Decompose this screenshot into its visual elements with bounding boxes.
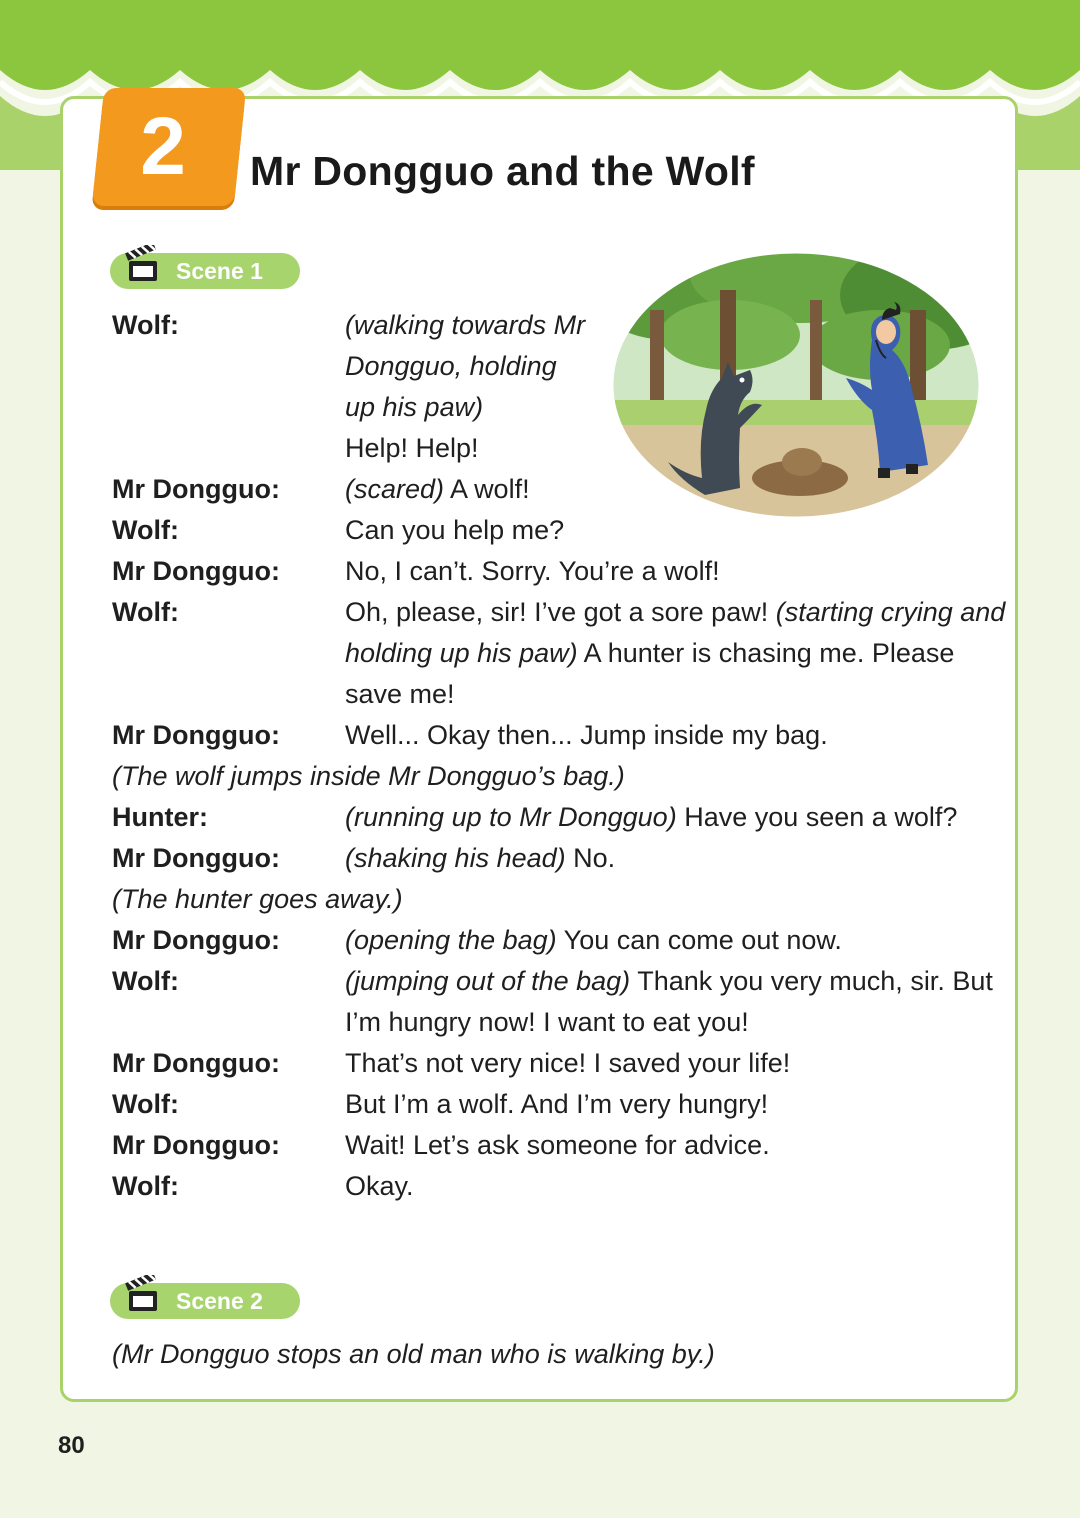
speech — [345, 797, 1012, 838]
speaker — [112, 428, 345, 469]
dialogue-line — [112, 715, 1012, 756]
dialogue-line — [112, 1084, 1012, 1125]
speech: Okay. — [345, 1171, 414, 1201]
stage-direction: (The hunter goes away.) — [112, 884, 403, 914]
speech: Wait! Let’s ask someone for advice. — [345, 1130, 770, 1160]
stage-direction: (walking towards Mr Dongguo, holding up his paw) — [345, 310, 586, 422]
speech-text: Have you seen a wolf? — [676, 802, 958, 832]
dialogue-line — [112, 592, 1012, 715]
speaker: Wolf: — [112, 597, 179, 627]
speech: No, I can’t. Sorry. You’re a wolf! — [345, 556, 720, 586]
speech-text: No. — [565, 843, 616, 873]
dialogue-line — [112, 305, 1012, 428]
speaker: Wolf: — [112, 310, 179, 340]
speaker: Wolf: — [112, 1171, 179, 1201]
stage-direction-line — [112, 756, 1012, 797]
stage-direction-line — [112, 879, 1012, 920]
speech — [345, 961, 1012, 1043]
dialogue-line — [112, 1166, 1012, 1207]
speech — [345, 469, 1012, 510]
speaker: Mr Dongguo: — [112, 843, 280, 873]
stage-direction: (scared) — [345, 474, 445, 504]
page-title: Mr Dongguo and the Wolf — [250, 148, 755, 194]
speaker: Mr Dongguo: — [112, 720, 280, 750]
speaker: Mr Dongguo: — [112, 474, 280, 504]
stage-direction: (jumping out of the bag) — [345, 966, 631, 996]
page-number: 80 — [58, 1432, 85, 1459]
speech-text: A wolf! — [444, 474, 530, 504]
stage-direction: (running up to Mr Dongguo) — [345, 802, 677, 832]
speech: Help! Help! — [345, 433, 479, 463]
speech — [345, 920, 1012, 961]
clapperboard-icon — [124, 245, 164, 285]
speech — [345, 592, 1012, 715]
speaker: Wolf: — [112, 515, 179, 545]
speaker: Wolf: — [112, 966, 179, 996]
dialogue — [112, 305, 1012, 1207]
speech-text: A hunter is chasing me. Please save me! — [345, 638, 955, 709]
scene1-tag — [110, 253, 300, 289]
speech — [345, 305, 590, 428]
dialogue-line — [112, 428, 1012, 469]
stage-direction: (The wolf jumps inside Mr Dongguo’s bag.) — [112, 761, 625, 791]
speech — [345, 838, 1012, 879]
clapperboard-icon — [124, 1275, 164, 1315]
dialogue-line — [112, 551, 1012, 592]
speaker: Mr Dongguo: — [112, 556, 280, 586]
scene2-stage-direction: (Mr Dongguo stops an old man who is walking by.) — [112, 1339, 715, 1369]
scene2-tag — [110, 1283, 300, 1319]
dialogue-line — [112, 920, 1012, 961]
speaker: Hunter: — [112, 802, 208, 832]
speaker: Mr Dongguo: — [112, 1048, 280, 1078]
dialogue-line — [112, 510, 1012, 551]
dialogue-line — [112, 1043, 1012, 1084]
scene2-label: Scene 2 — [176, 1288, 263, 1314]
unit-number: 2 — [140, 101, 186, 192]
stage-direction: (opening the bag) — [345, 925, 557, 955]
dialogue-line — [112, 1125, 1012, 1166]
speech: Well... Okay then... Jump inside my bag. — [345, 720, 828, 750]
dialogue-line — [112, 838, 1012, 879]
speech-text: You can come out now. — [556, 925, 842, 955]
scene1-label: Scene 1 — [176, 258, 263, 284]
stage-direction: (starting crying and holding up his paw) — [345, 597, 1006, 668]
speaker: Wolf: — [112, 1089, 179, 1119]
dialogue-line — [112, 797, 1012, 838]
stage-direction: (shaking his head) — [345, 843, 566, 873]
speech-text: Thank you very much, sir. But I’m hungry now! I want to eat you! — [345, 966, 993, 1037]
speech-text: Oh, please, sir! I’ve got a sore paw! — [345, 597, 776, 627]
dialogue-line — [112, 961, 1012, 1043]
speech: But I’m a wolf. And I’m very hungry! — [345, 1089, 769, 1119]
speaker: Mr Dongguo: — [112, 925, 280, 955]
speech: Can you help me? — [345, 515, 565, 545]
dialogue-line — [112, 469, 1012, 510]
speaker: Mr Dongguo: — [112, 1130, 280, 1160]
speech: That’s not very nice! I saved your life! — [345, 1048, 791, 1078]
